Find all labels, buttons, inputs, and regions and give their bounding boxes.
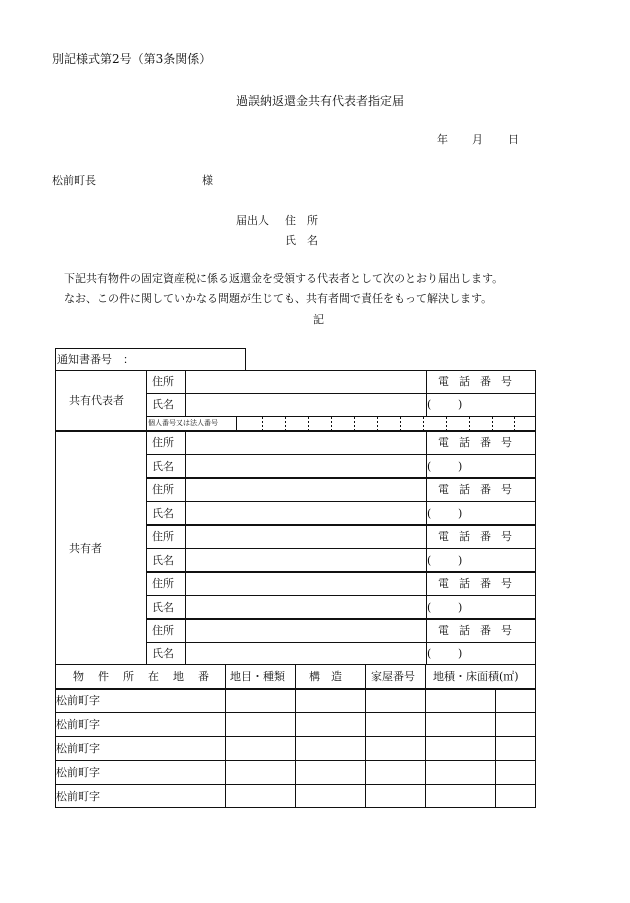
property-location-header: 物件所在地番 xyxy=(73,670,223,683)
addressee: 松前町長 xyxy=(52,174,96,187)
co2-phone-open: ( xyxy=(427,507,432,520)
property-row-4: 松前町字 xyxy=(56,766,100,779)
rep-phone-close: ) xyxy=(458,398,463,411)
co4-phone-open: ( xyxy=(427,601,432,614)
rep-name-field[interactable] xyxy=(188,395,424,415)
co3-phone-label: 電話番号 xyxy=(438,530,522,543)
notice-number-label: 通知書番号 ： xyxy=(57,353,134,366)
co3-name-label: 氏名 xyxy=(152,554,174,567)
co5-phone-label: 電話番号 xyxy=(438,624,522,637)
co1-phone-label: 電話番号 xyxy=(438,436,522,449)
land-category-header: 地目・種類 xyxy=(230,670,285,683)
rep-address-label: 住所 xyxy=(152,375,174,388)
honorific: 様 xyxy=(202,174,213,187)
area-header: 地積・床面積(㎡) xyxy=(433,670,519,683)
property-row-2: 松前町字 xyxy=(56,718,100,731)
individual-number-label: 個人番号又は法人番号 xyxy=(148,419,218,427)
form-reference: 別記様式第2号（第3条関係） xyxy=(52,52,212,66)
date-day: 日 xyxy=(508,133,519,146)
rep-name-label: 氏名 xyxy=(152,398,174,411)
date-year: 年 xyxy=(437,133,448,146)
co1-phone-close: ) xyxy=(458,460,463,473)
rep-phone-open: ( xyxy=(427,398,432,411)
rep-address-field[interactable] xyxy=(188,372,424,392)
co4-name-label: 氏名 xyxy=(152,601,174,614)
co2-phone-close: ) xyxy=(458,507,463,520)
document-title: 過誤納返還金共有代表者指定届 xyxy=(236,94,405,108)
property-row-1: 松前町字 xyxy=(56,694,100,707)
applicant-name-label: 氏 名 xyxy=(285,234,318,247)
co3-phone-close: ) xyxy=(458,554,463,567)
co5-address-label: 住所 xyxy=(152,624,174,637)
applicant-address-label: 住 所 xyxy=(285,214,318,227)
applicant-label: 届出人 xyxy=(236,214,269,227)
co1-name-label: 氏名 xyxy=(152,460,174,473)
co5-name-label: 氏名 xyxy=(152,647,174,660)
structure-header: 構 造 xyxy=(309,670,342,683)
co3-phone-open: ( xyxy=(427,554,432,567)
co-owner-label: 共有者 xyxy=(69,542,102,555)
co4-address-label: 住所 xyxy=(152,577,174,590)
ki-mark: 記 xyxy=(313,313,324,326)
co2-name-label: 氏名 xyxy=(152,507,174,520)
house-number-header: 家屋番号 xyxy=(371,670,415,683)
co4-phone-close: ) xyxy=(458,601,463,614)
co1-address-label: 住所 xyxy=(152,436,174,449)
co4-phone-label: 電話番号 xyxy=(438,577,522,590)
representative-label: 共有代表者 xyxy=(69,394,124,407)
date-month: 月 xyxy=(472,133,483,146)
co2-address-label: 住所 xyxy=(152,483,174,496)
co5-phone-open: ( xyxy=(427,647,432,660)
co5-phone-close: ) xyxy=(458,647,463,660)
property-row-3: 松前町字 xyxy=(56,742,100,755)
body-line-2: なお、この件に関していかなる問題が生じても、共有者間で責任をもって解決します。 xyxy=(64,292,493,305)
co2-phone-label: 電話番号 xyxy=(438,483,522,496)
co1-phone-open: ( xyxy=(427,460,432,473)
body-line-1: 下記共有物件の固定資産税に係る返還金を受領する代表者として次のとおり届出します。 xyxy=(64,272,504,285)
co3-address-label: 住所 xyxy=(152,530,174,543)
rep-phone-label: 電話番号 xyxy=(438,375,522,388)
property-row-5: 松前町字 xyxy=(56,790,100,803)
